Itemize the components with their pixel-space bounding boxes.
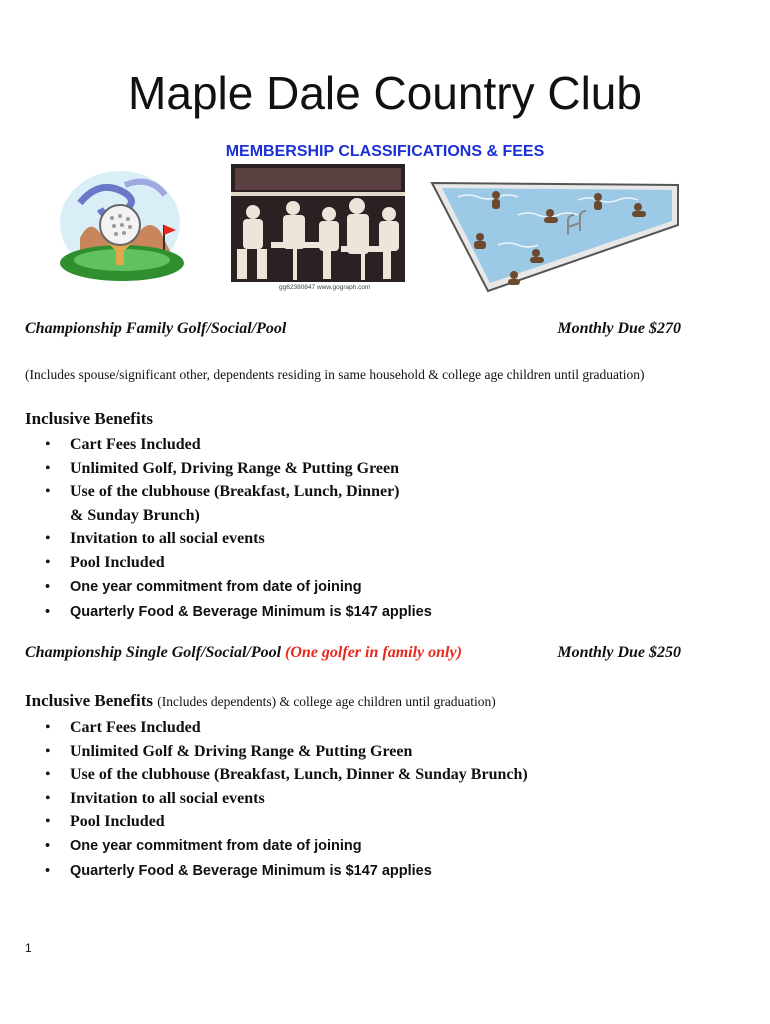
club-title: Maple Dale Country Club bbox=[128, 67, 642, 119]
family-benefits-title: Inclusive Benefits bbox=[25, 409, 153, 428]
list-item: • Invitation to all social events bbox=[25, 527, 432, 551]
list-item: • One year commitment from date of joining bbox=[25, 575, 432, 600]
membership-subtitle: MEMBERSHIP CLASSIFICATIONS & FEES bbox=[225, 143, 545, 160]
list-item: • Use of the clubhouse (Breakfast, Lunch, Dinner & Sunday Brunch) bbox=[25, 763, 528, 787]
list-item: • Unlimited Golf, Driving Range & Putting Green bbox=[25, 457, 432, 481]
list-item: • Invitation to all social events bbox=[25, 787, 528, 811]
family-benefits-list bbox=[25, 433, 432, 625]
family-membership-heading bbox=[25, 320, 681, 338]
single-membership-heading bbox=[25, 644, 681, 662]
list-item: • Pool Included bbox=[25, 810, 528, 834]
single-benefits-list bbox=[25, 716, 528, 884]
page-number: 1 bbox=[25, 941, 32, 955]
list-item: • Quarterly Food & Beverage Minimum is $147 applies bbox=[25, 859, 528, 884]
single-monthly-due: Monthly Due $250 bbox=[557, 644, 681, 661]
family-membership-name: Championship Family Golf/Social/Pool bbox=[25, 320, 287, 337]
list-item: • Cart Fees Included bbox=[25, 716, 528, 740]
pool-image bbox=[428, 175, 683, 293]
single-membership-name: Championship Single Golf/Social/Pool bbox=[25, 644, 282, 661]
list-item: • Use of the clubhouse (Breakfast, Lunch, Dinner) bbox=[25, 480, 432, 504]
list-item: • Cart Fees Included bbox=[25, 433, 432, 457]
family-monthly-due: Monthly Due $270 bbox=[557, 320, 681, 337]
dining-image-caption: gg62380847 www.gograph.com bbox=[279, 284, 371, 291]
single-benefits-title: Inclusive Benefits bbox=[25, 691, 153, 710]
golf-ball-image bbox=[50, 163, 190, 293]
dining-image bbox=[231, 164, 405, 294]
list-item: • Unlimited Golf & Driving Range & Putting Green bbox=[25, 740, 528, 764]
list-item-continuation: & Sunday Brunch) bbox=[70, 506, 200, 524]
single-benefits-title-row bbox=[25, 691, 496, 711]
list-item: • Pool Included bbox=[25, 551, 432, 575]
list-item: • One year commitment from date of joining bbox=[25, 834, 528, 859]
list-item: • Quarterly Food & Beverage Minimum is $147 applies bbox=[25, 600, 432, 625]
single-benefits-note: (Includes dependents) & college age children until graduation) bbox=[157, 694, 496, 709]
single-membership-qualifier: (One golfer in family only) bbox=[285, 644, 462, 661]
family-membership-note: (Includes spouse/significant other, dependents residing in same household & college age children until graduation) bbox=[25, 367, 645, 382]
